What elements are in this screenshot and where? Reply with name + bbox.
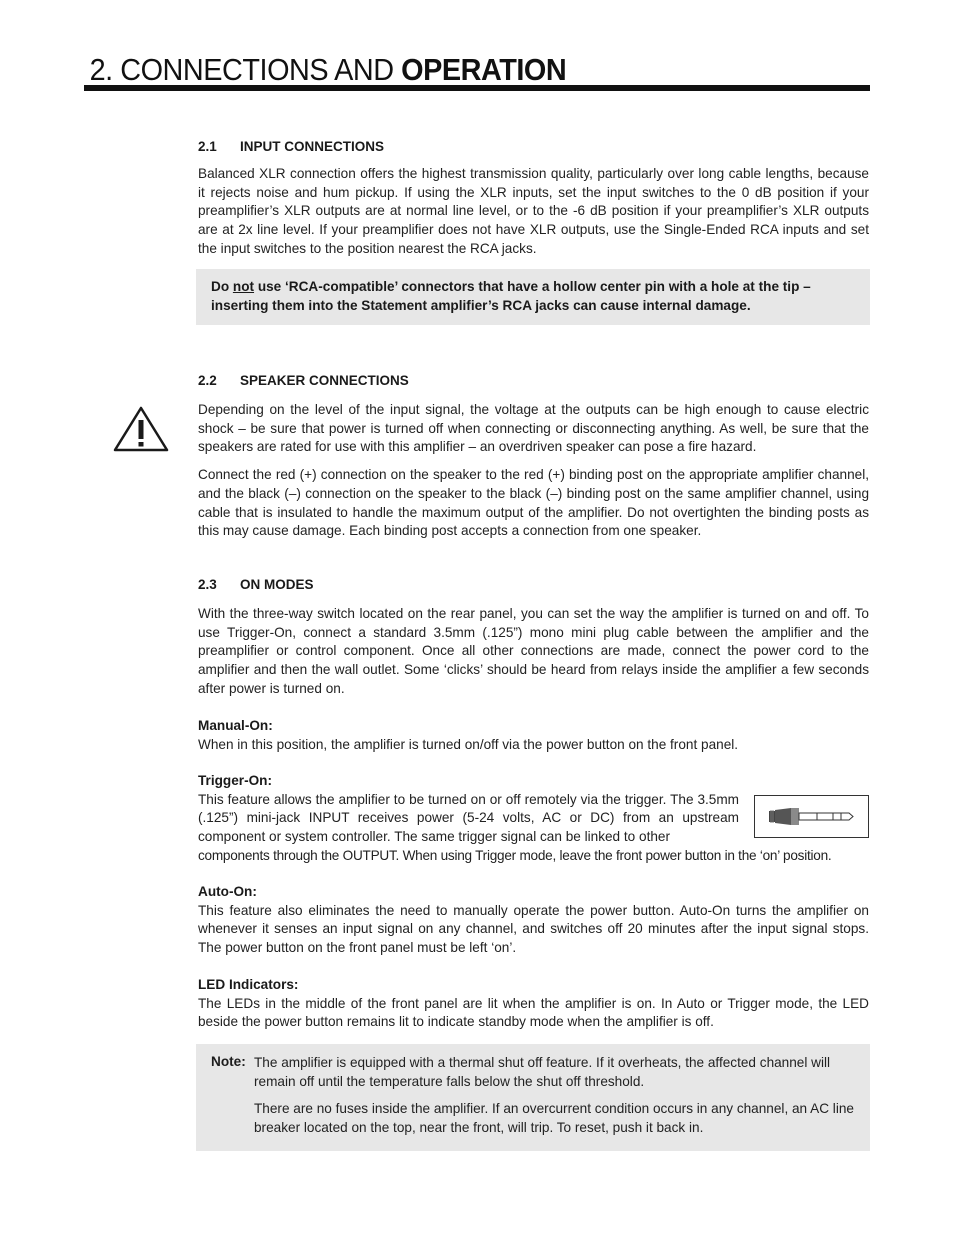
section-number: 2.2 xyxy=(198,373,217,388)
page-header xyxy=(84,52,870,91)
speaker-paragraph-2: Connect the red (+) connection on the speaker to the red (+) binding post on the appropriate amplifier channel, and the black (–) connection on the speaker to the black (–) binding post on the same amplifier channel, using cable that is insulated to handle the maximum output of the amplifier. Do not overtighten the binding posts as this may cause damage. Each binding post accepts a connection from one speaker. xyxy=(198,467,869,539)
mini-plug-icon xyxy=(755,796,868,837)
manual-on-title: Manual-On: xyxy=(198,718,273,733)
section-heading-input xyxy=(198,139,384,154)
manual-on-text: When in this position, the amplifier is turned on/off via the power button on the front panel. xyxy=(198,736,739,752)
led-indicators-title: LED Indicators: xyxy=(198,977,299,992)
rca-warning-text xyxy=(211,278,856,315)
trigger-on-text-last: components through the OUTPUT. When using Trigger mode, leave the front power button in the ‘on’ position. xyxy=(198,847,832,863)
auto-on-title: Auto-On: xyxy=(198,884,257,899)
speaker-paragraph-1: Depending on the level of the input signal, the voltage at the outputs can be high enough to cause electric shock – be sure that power is turned off when connecting or disconnecting anything. As well, be sure that the speakers are rated for use with this amplifier – an overdriven speaker can pose a fire hazard. xyxy=(198,402,869,455)
led-indicators-text: The LEDs in the middle of the front panel are lit when the amplifier is on. In Auto or Trigger mode, the LED beside the power button remains lit to indicate standby mode when the amplifier is off. xyxy=(198,995,869,1030)
note-label: Note: xyxy=(211,1054,246,1069)
on-modes-intro xyxy=(198,605,869,699)
auto-on-block xyxy=(198,883,869,958)
section-title: SPEAKER CONNECTIONS xyxy=(240,373,409,388)
input-paragraph: Balanced XLR connection offers the highest transmission quality, particularly over long cable lengths, because it rejects noise and hum pickup. If using the XLR inputs, set the input switches to the 0 dB position if your preamplifier’s XLR outputs are at normal line level, or to the -6 dB position if your preamplifier’s XLR outputs are at 2x line level. If your preamplifier does not have XLR outputs, use the Single-Ended RCA inputs and set the input switches to the position nearest the RCA jacks. xyxy=(198,166,869,256)
note-text-1: The amplifier is equipped with a thermal shut off feature. If it overheats, the affected channel will remain off until the temperature falls below the shut off threshold. xyxy=(254,1055,831,1089)
section-title: INPUT CONNECTIONS xyxy=(240,139,385,154)
section-number: 2.3 xyxy=(198,577,217,592)
section-heading-speaker xyxy=(198,373,409,388)
trigger-on-title: Trigger-On: xyxy=(198,773,273,788)
input-connections-body xyxy=(198,165,869,259)
note-callout xyxy=(196,1044,870,1151)
warning-do: Do xyxy=(211,279,233,294)
warning-not: not xyxy=(232,279,255,294)
speaker-connections-body xyxy=(198,401,869,541)
manual-on-block xyxy=(198,717,869,754)
trigger-on-text: This feature allows the amplifier to be turned on or off remotely via the trigger. The 3.5mm (.125”) mini-jack INPUT receives power (5-24 volts, AC or DC) from an upstream component or system controller. The same trigger signal can be linked to other xyxy=(198,791,739,845)
warning-triangle-icon xyxy=(112,405,170,453)
led-indicators-block xyxy=(198,976,869,1032)
mini-plug-figure xyxy=(754,795,869,838)
page-title-regular: 2. CONNECTIONS AND xyxy=(89,52,402,87)
section-number: 2.1 xyxy=(198,139,217,154)
note-text-2: There are no fuses inside the amplifier. If an overcurrent condition occurs in any channel, an AC line breaker located on the top, near the front, will trip. To reset, push it back in. xyxy=(254,1101,854,1136)
rca-warning-callout xyxy=(196,269,870,325)
page-title xyxy=(84,52,815,88)
warning-rest: use ‘RCA-compatible’ connectors that have a hollow center pin with a hole at the tip – inserting them into the Statement amplifier’s RCA jacks can cause internal damage. xyxy=(211,279,811,313)
auto-on-text: This feature also eliminates the need to manually operate the power button. Auto-On turns the amplifier on whenever it senses an input signal on any channel, and switches off 20 minutes after the input signal stops. The power button on the front panel must be left ‘on’. xyxy=(198,902,869,956)
page-title-bold: OPERATION xyxy=(401,52,567,87)
section-heading-on-modes xyxy=(198,577,314,592)
section-title: ON MODES xyxy=(240,577,314,592)
on-modes-intro-text: With the three-way switch located on the rear panel, you can set the way the amplifier is turned on and off. To use Trigger-On, connect a standard 3.5mm (.125”) mono mini plug cable between the amplifier and the preamplifier or control component. Once all other connections are made, connect the power cord to the amplifier and then the wall outlet. Some ‘clicks’ should be heard from relays inside the amplifier a few seconds after power is turned on. xyxy=(198,606,869,696)
